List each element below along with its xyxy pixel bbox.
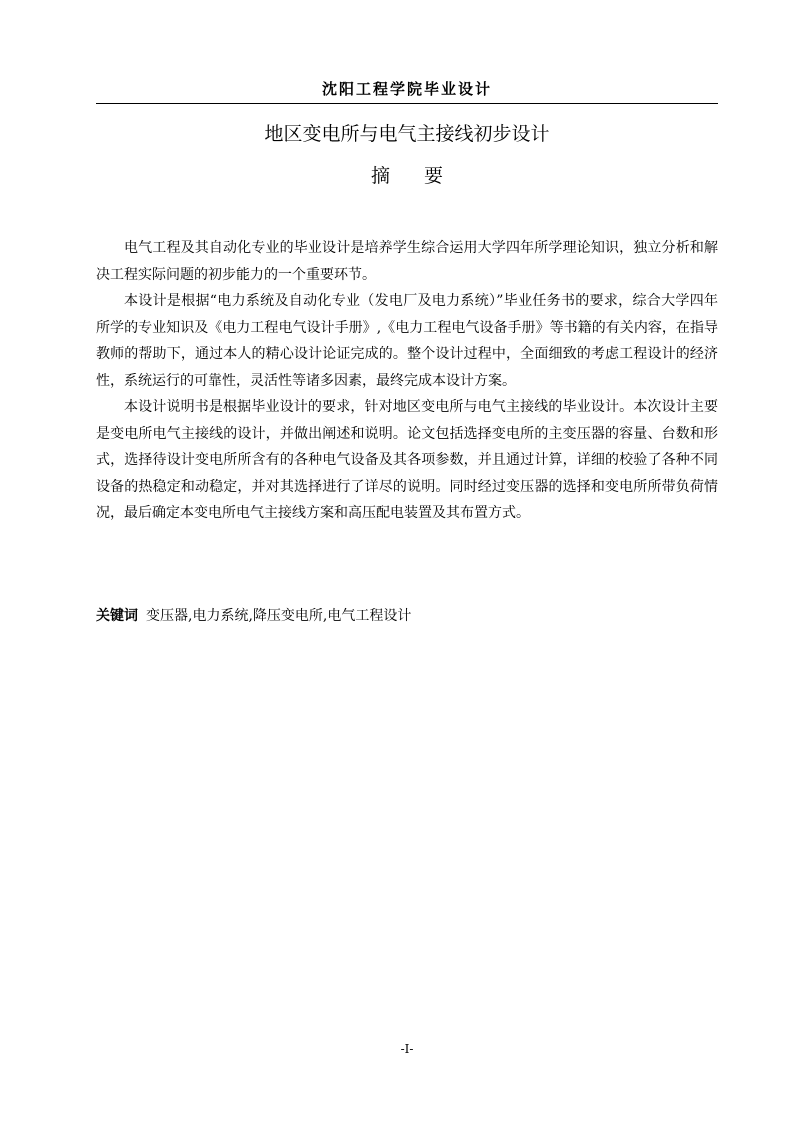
abstract-paragraph-3: 本设计说明书是根据毕业设计的要求，针对地区变电所与电气主接线的毕业设计。本次设计主要是变电所电气主接线的设计，并做出阐述和说明。论文包括选择变电所的主变压器的容量、台数和形式，选择待设计变电所所含有的各种电气设备及其各项参数，并且通过计算，详细的校验了各种不同设备的热稳定和动稳定，并对其选择进行了详尽的说明。同时经过变压器的选择和变电所所带负荷情况，最后确定本变电所电气主接线方案和高压配电装置及其布置方式。: [96, 399, 718, 521]
abstract-body: [96, 235, 718, 527]
running-header: 沈阳工程学院毕业设计: [321, 80, 492, 98]
document-title: 地区变电所与电气主接线初步设计: [264, 123, 550, 145]
keywords-label: 关键词: [96, 608, 138, 624]
keywords-text: 变压器,电力系统,降压变电所,电气工程设计: [146, 608, 412, 624]
page-number: -I-: [400, 1042, 414, 1056]
keywords-line: [96, 604, 718, 628]
abstract-paragraph-1: 电气工程及其自动化专业的毕业设计是培养学生综合运用大学四年所学理论知识，独立分析和解决工程实际问题的初步能力的一个重要环节。: [96, 240, 718, 283]
abstract-paragraph-2: 本设计是根据“电力系统及自动化专业（发电厂及电力系统）”毕业任务书的要求，综合大学四年所学的专业知识及《电力工程电气设计手册》,《电力工程电气设备手册》等书籍的有关内容，在指导教师的帮助下，通过本人的精心设计论证完成的。整个设计过程中，全面细致的考虑工程设计的经济性，系统运行的可靠性，灵活性等诸多因素，最终完成本设计方案。: [96, 293, 718, 389]
abstract-heading: 摘要: [370, 165, 477, 187]
header-divider: [96, 103, 718, 104]
